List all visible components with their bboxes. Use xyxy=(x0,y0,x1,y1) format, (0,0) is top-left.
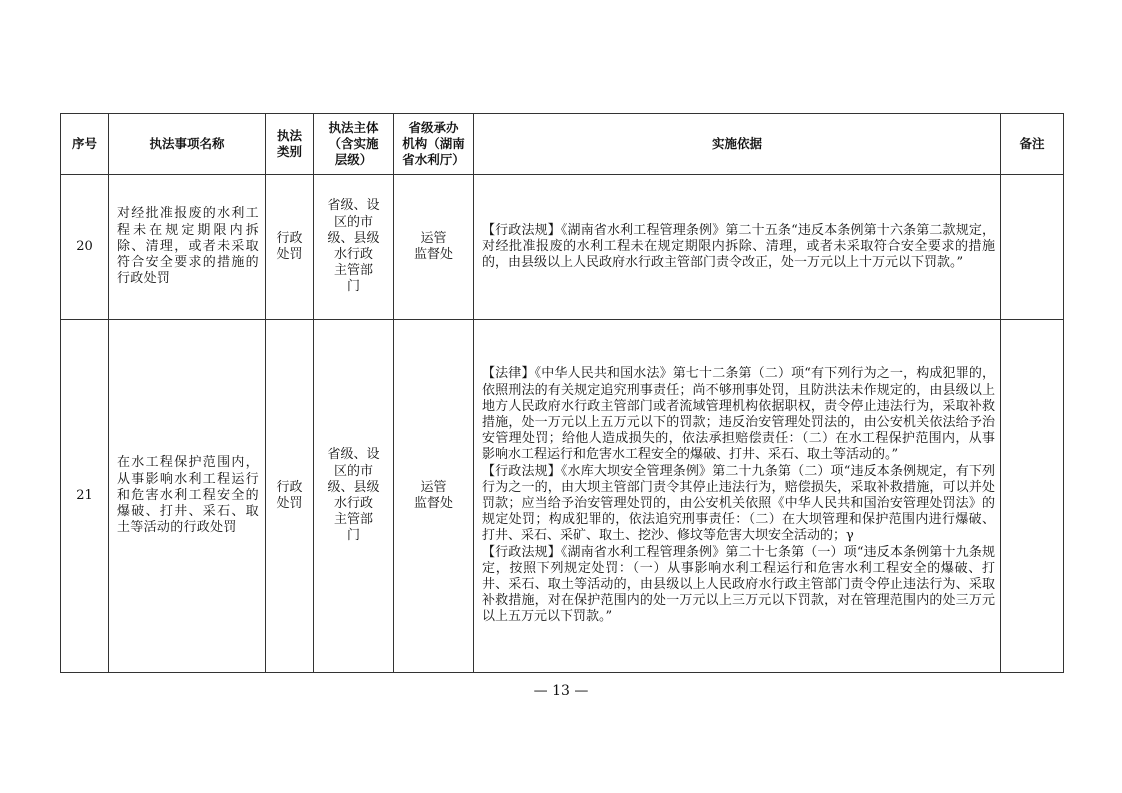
header-subject xyxy=(314,114,394,175)
header-basis: 实施依据 xyxy=(474,114,1001,175)
basis-paragraph: 【行政法规】《湖南省水利工程管理条例》第二十五条“违反本条例第十六条第二款规定，对经批准报废的水利工程未在规定期限内拆除、清理，或者未采取符合安全要求的措施的，由县级以上人民政府水行政主管部门责令改正，处一万元以上十万元以下罚款。” xyxy=(482,222,995,271)
table-row xyxy=(61,175,1064,320)
header-org xyxy=(394,114,474,175)
header-category-line: 类别 xyxy=(276,144,302,159)
row-org-line: 运管 xyxy=(420,479,447,495)
row-index: 20 xyxy=(61,175,109,320)
row-subject xyxy=(314,320,394,673)
row-category-line: 处罚 xyxy=(276,496,303,511)
row-subject-line: 省级、设 xyxy=(327,447,380,463)
row-subject-line: 主管部 xyxy=(333,263,373,279)
row-category-line: 行政 xyxy=(276,230,303,246)
row-category xyxy=(266,175,314,320)
row-remarks xyxy=(1001,320,1064,673)
basis-paragraph: 【行政法规】《湖南省水利工程管理条例》第二十七条第（一）项“违反本条例第十九条规定，按照下列规定处罚：（一）从事影响水利工程运行和危害水利工程安全的爆破、打井、采石、取土等活动的，由县级以上人民政府水行政主管部门责令停止违法行为、采取补救措施，对在保护范围内的处一万元以上三万元以下罚款，对在管理范围内的处三万元以上五万元以下罚款。” xyxy=(482,544,995,625)
row-subject-line: 级、县级 xyxy=(327,230,380,246)
header-index: 序号 xyxy=(61,114,109,175)
table-header-row xyxy=(61,114,1064,175)
basis-paragraph: 【行政法规】《水库大坝安全管理条例》第二十九条第（二）项“违反本条例规定，有下列行为之一的，由大坝主管部门责令其停止违法行为，赔偿损失，采取补救措施，可以并处罚款；应当给予治安管理处罚的，由公安机关依照《中华人民共和国治安管理处罚法》的规定处罚；构成犯罪的，依法追究刑事责任：（二）在大坝管理和保护范围内进行爆破、打井、采石、采矿、取土、挖沙、修坟等危害大坝安全活动的；γ xyxy=(482,463,995,544)
row-item-name: 对经批准报废的水利工程未在规定期限内拆除、清理，或者未采取符合安全要求的措施的行政处罚 xyxy=(109,175,266,320)
row-remarks xyxy=(1001,175,1064,320)
row-subject-line: 主管部 xyxy=(333,512,373,528)
header-org-line: 省水利厅） xyxy=(402,152,465,167)
header-remarks: 备注 xyxy=(1001,114,1064,175)
row-subject-line: 区的市 xyxy=(333,214,373,230)
row-item-name: 在水工程保护范围内，从事影响水利工程运行和危害水利工程安全的爆破、打井、采石、取土等活动的行政处罚 xyxy=(109,320,266,673)
header-category xyxy=(266,114,314,175)
row-subject-line: 级、县级 xyxy=(327,479,380,495)
row-category xyxy=(266,320,314,673)
row-basis xyxy=(474,175,1001,320)
enforcement-items-table xyxy=(60,113,1064,673)
table-row xyxy=(61,320,1064,673)
header-org-line: 省级承办 xyxy=(408,120,459,135)
row-org xyxy=(394,320,474,673)
basis-paragraph: 【法律】《中华人民共和国水法》第七十二条第（二）项“有下列行为之一，构成犯罪的，依照刑法的有关规定追究刑事责任；尚不够刑事处罚，且防洪法未作规定的，由县级以上地方人民政府水行政主管部门或者流域管理机构依据职权，责令停止违法行为，采取补救措施，处一万元以上五万元以下的罚款；违反治安管理处罚法的，由公安机关依法给予治安管理处罚；给他人造成损失的，依法承担赔偿责任：（二）在水工程保护范围内，从事影响水工程运行和危害水工程安全的爆破、打井、采石、取土等活动的。” xyxy=(482,366,995,463)
row-subject-line: 门 xyxy=(346,528,360,544)
row-subject-line: 省级、设 xyxy=(327,198,380,214)
header-subject-line: 执法主体 xyxy=(328,120,379,135)
header-subject-line: 层级） xyxy=(334,152,373,167)
row-subject-line: 门 xyxy=(346,279,360,295)
row-org-line: 监督处 xyxy=(413,496,453,511)
row-subject-line: 水行政 xyxy=(333,496,373,511)
row-org-line: 监督处 xyxy=(413,247,453,262)
header-category-line: 执法 xyxy=(276,128,302,143)
row-category-line: 行政 xyxy=(276,479,303,495)
header-org-line: 机构（湖南 xyxy=(402,136,465,151)
row-subject-line: 水行政 xyxy=(333,247,373,262)
header-subject-line: （含实施 xyxy=(328,136,379,151)
row-org xyxy=(394,175,474,320)
page-number: — 13 — xyxy=(533,683,589,699)
row-subject xyxy=(314,175,394,320)
row-index: 21 xyxy=(61,320,109,673)
row-basis xyxy=(474,320,1001,673)
row-org-line: 运管 xyxy=(420,230,447,246)
header-item-name: 执法事项名称 xyxy=(109,114,266,175)
row-subject-line: 区的市 xyxy=(333,463,373,479)
row-category-line: 处罚 xyxy=(276,247,303,262)
